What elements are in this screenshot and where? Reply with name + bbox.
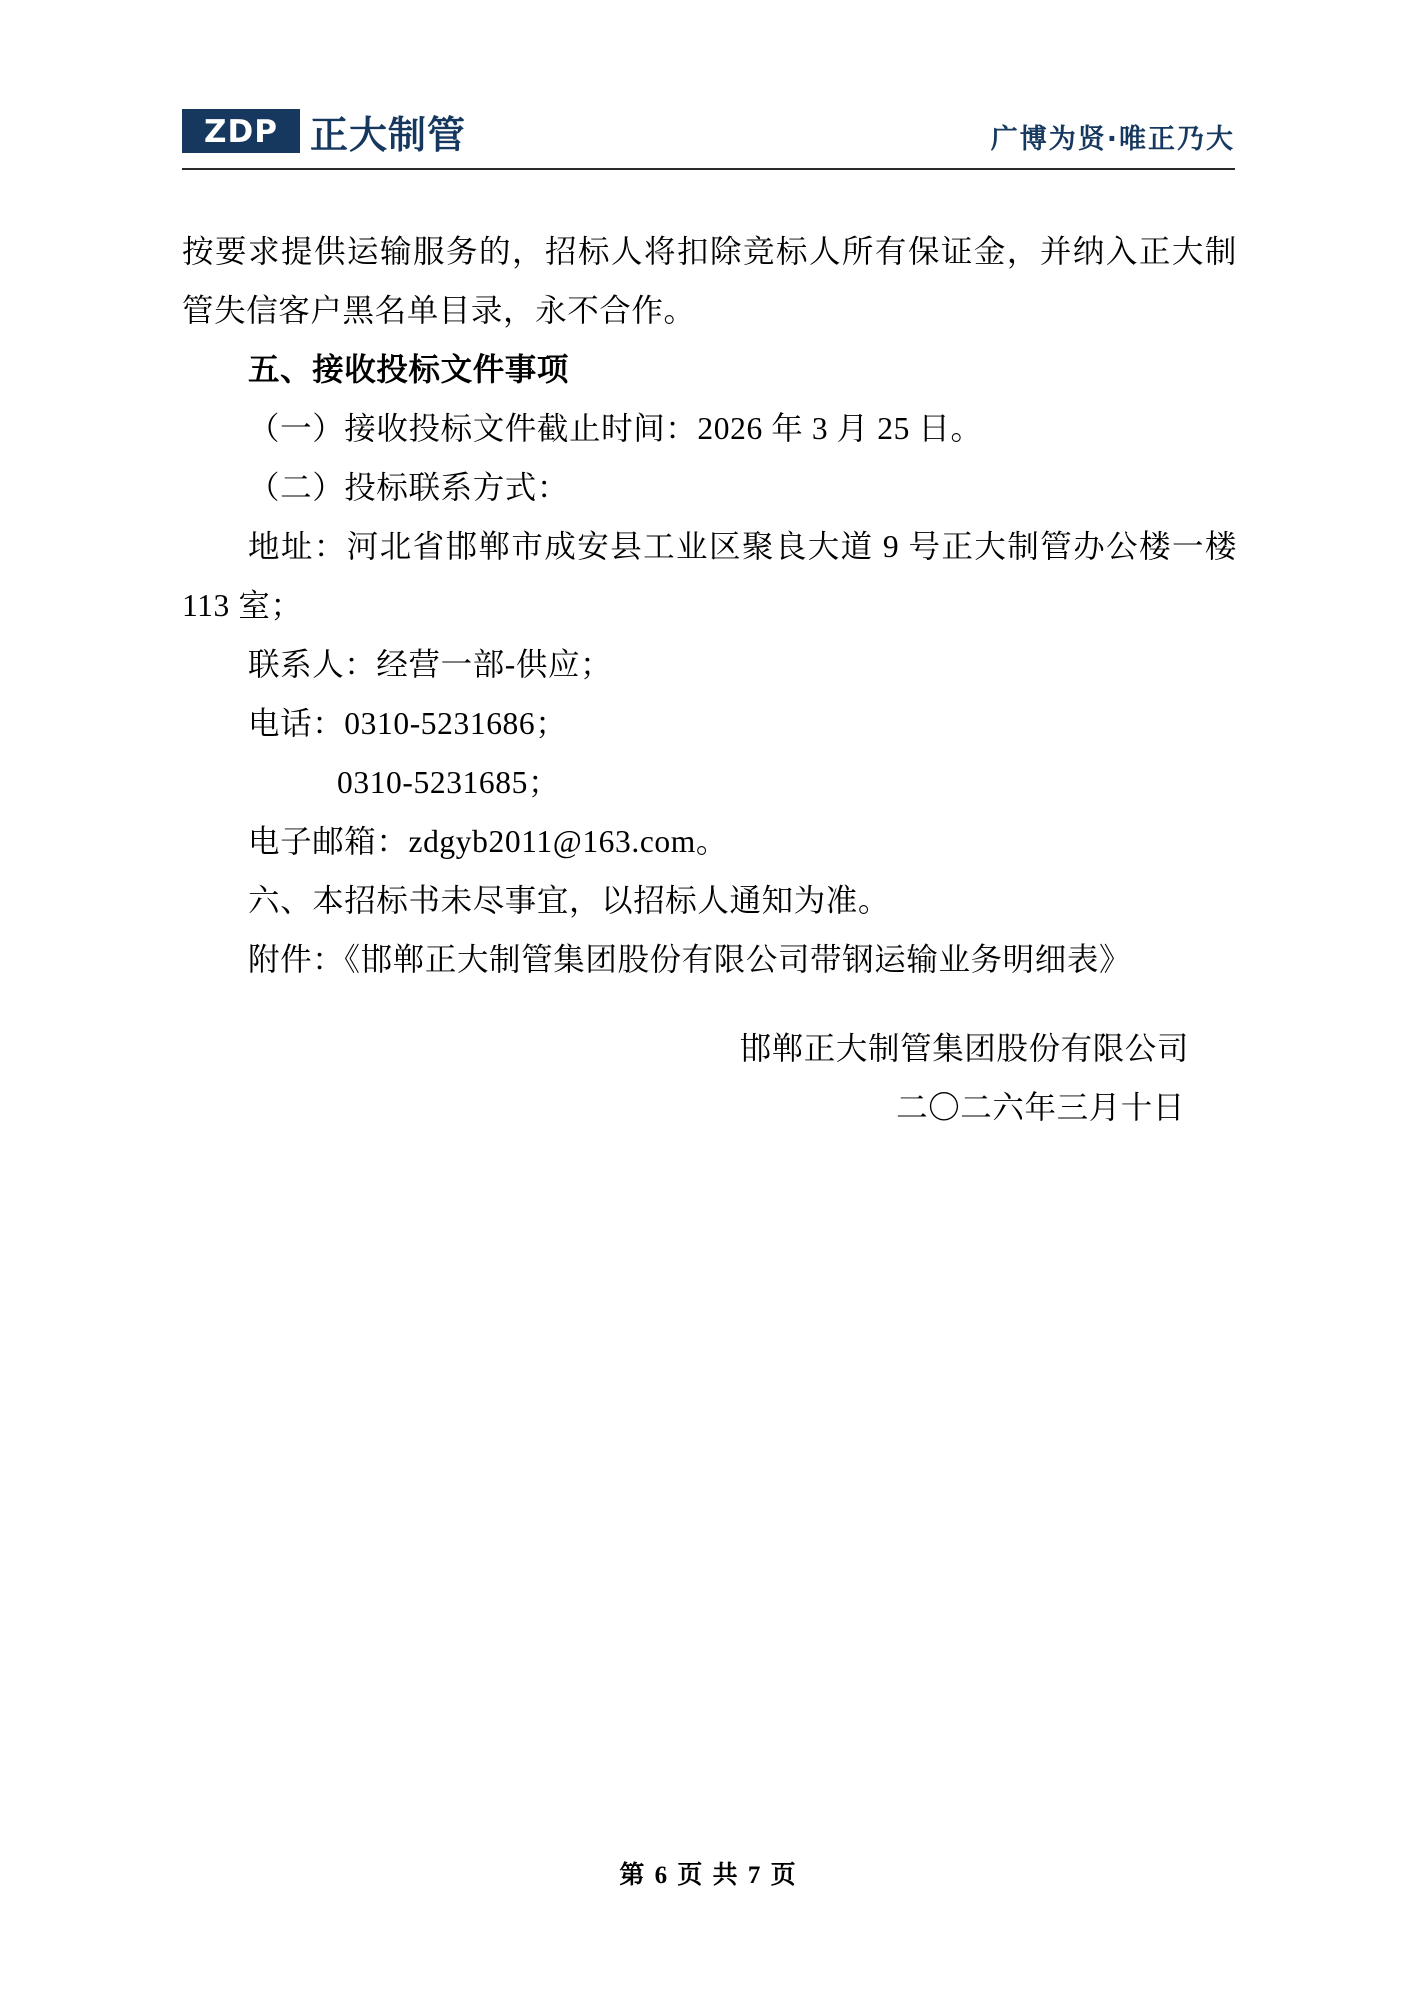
deadline-item: （一）接收投标文件截止时间：2026 年 3 月 25 日。	[248, 411, 983, 446]
page-header	[182, 98, 1235, 170]
section-six-paragraph: 六、本招标书未尽事宜，以招标人通知为准。	[248, 883, 891, 918]
signature-date: 二〇二六年三月十日	[896, 1090, 1185, 1125]
svg-text:ZDP: ZDP	[204, 114, 278, 150]
paragraph-continued: 按要求提供运输服务的，招标人将扣除竞标人所有保证金，并纳入正大制管失信客户黑名单目录，永不合作。	[182, 234, 1237, 328]
section-five-heading: 五、接收投标文件事项	[248, 352, 570, 387]
logo-wordmark: 正大制管	[310, 112, 467, 157]
signature-company: 邯郸正大制管集团股份有限公司	[739, 1031, 1189, 1066]
page-footer: 第 6 页 共 7 页	[619, 1862, 798, 1889]
address-line: 地址：河北省邯郸市成安县工业区聚良大道 9 号正大制管办公楼一楼 113 室；	[182, 529, 1237, 623]
attachment-line: 附件：《邯郸正大制管集团股份有限公司带钢运输业务明细表》	[248, 942, 1132, 977]
company-slogan: 广博为贤·唯正乃大	[990, 124, 1235, 155]
company-logo	[182, 109, 466, 158]
phone-line-1: 电话：0310-5231686；	[248, 706, 568, 741]
contact-method-item: （二）投标联系方式：	[248, 470, 570, 505]
phone-line-2: 0310-5231685；	[337, 765, 561, 800]
contact-person-line: 联系人：经营一部-供应；	[248, 647, 613, 682]
signature-block	[182, 1019, 1237, 1137]
zdp-logo-icon	[182, 109, 300, 158]
email-line: 电子邮箱：zdgyb2011@163.com。	[248, 824, 728, 859]
document-body	[182, 222, 1237, 1137]
